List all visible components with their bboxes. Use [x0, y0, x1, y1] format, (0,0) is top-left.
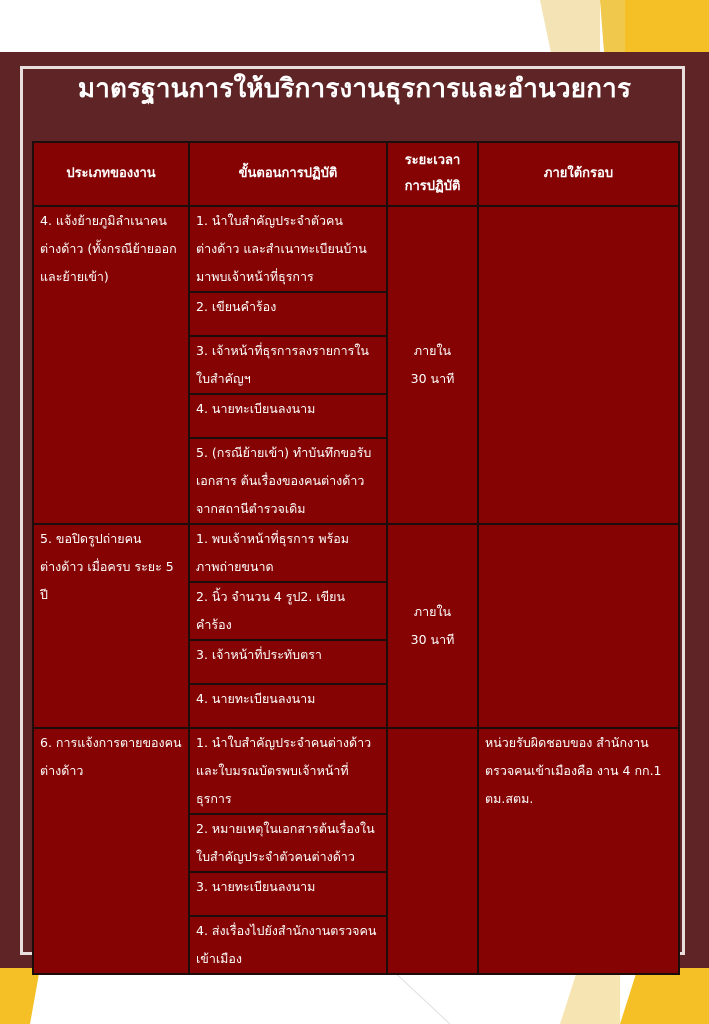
duration-line-2: 30 นาที: [410, 371, 455, 386]
step-cell: 2. เขียนคำร้อง: [189, 292, 387, 336]
duration-line-1: ภายใน: [413, 343, 452, 358]
top-decoration-gold: [625, 0, 709, 52]
duration-line-2: 30 นาที: [410, 632, 455, 647]
step-cell: 1. นำใบสำคัญประจำตัวคนต่างด้าว และสำเนาทะเบียนบ้านมาพบเจ้าหน้าที่ธุรการ: [189, 206, 387, 292]
framework-cell: [478, 206, 679, 524]
step-cell: 1. นำใบสำคัญประจำคนต่างด้าวและใบมรณบัตรพบเจ้าหน้าที่ธุรการ: [189, 728, 387, 814]
step-cell: 3. เจ้าหน้าที่ธุรการลงรายการในใบสำคัญฯ: [189, 336, 387, 394]
slide-panel: [0, 52, 709, 968]
step-cell: 4. นายทะเบียนลงนาม: [189, 684, 387, 728]
service-standard-table: [32, 141, 680, 975]
header-procedure: ขั้นตอนการปฏิบัติ: [189, 142, 387, 206]
step-cell: 5. (กรณีย้ายเข้า) ทำบันทึกขอรับเอกสาร ต้นเรื่องของคนต่างด้าวจากสถานีตำรวจเดิม: [189, 438, 387, 524]
step-cell: 2. หมายเหตุในเอกสารต้นเรื่องในใบสำคัญประจำตัวคนต่างด้าว: [189, 814, 387, 872]
framework-cell: [478, 524, 679, 728]
step-cell: 4. นายทะเบียนลงนาม: [189, 394, 387, 438]
step-cell: 3. นายทะเบียนลงนาม: [189, 872, 387, 916]
work-type-cell: 4. แจ้งย้ายภูมิลำเนาคนต่างด้าว (ทั้งกรณีย้ายออกและย้ายเข้า): [33, 206, 189, 524]
header-duration: ระยะเวลา การปฏิบัติ: [387, 142, 478, 206]
table-row: [33, 206, 679, 292]
table-row: [33, 728, 679, 814]
duration-cell: [387, 728, 478, 974]
top-decoration-light: [540, 0, 600, 52]
step-cell: 1. พบเจ้าหน้าที่ธุรการ พร้อมภาพถ่ายขนาด: [189, 524, 387, 582]
bottom-decoration-line: [390, 968, 450, 1024]
duration-cell: [387, 524, 478, 728]
duration-line-1: ภายใน: [413, 604, 452, 619]
step-cell: 4. ส่งเรื่องไปยังสำนักงานตรวจคนเข้าเมือง: [189, 916, 387, 974]
header-framework: ภายใต้กรอบ: [478, 142, 679, 206]
page-title: มาตรฐานการให้บริการงานธุรการและอำนวยการ: [77, 74, 632, 104]
step-cell: 3. เจ้าหน้าที่ประทับตรา: [189, 640, 387, 684]
work-type-cell: 6. การแจ้งการตายของคนต่างด้าว: [33, 728, 189, 974]
table-header-row: [33, 142, 679, 206]
framework-cell: หน่วยรับผิดชอบของ สำนักงานตรวจคนเข้าเมืองคือ งาน 4 กก.1 ตม.สตม.: [478, 728, 679, 974]
work-type-cell: 5. ขอปิดรูปถ่ายคนต่างด้าว เมื่อครบ ระยะ 5 ปี: [33, 524, 189, 728]
duration-cell: [387, 206, 478, 524]
step-cell: 2. นิ้ว จำนวน 4 รูป2. เขียนคำร้อง: [189, 582, 387, 640]
header-work-type: ประเภทของงาน: [33, 142, 189, 206]
table-row: [33, 524, 679, 582]
